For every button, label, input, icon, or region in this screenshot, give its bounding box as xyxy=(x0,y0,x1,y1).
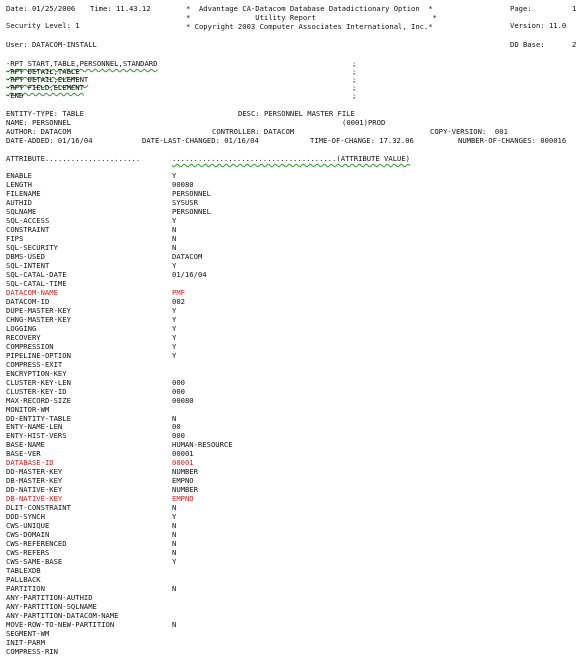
attribute-name: PIPELINE-OPTION xyxy=(6,350,71,360)
entity-type: ENTITY-TYPE: TABLE xyxy=(6,109,84,118)
attribute-value: EMPNO xyxy=(172,476,194,486)
page-label: Page: xyxy=(510,4,532,13)
attribute-name: CLUSTER-KEY-ID xyxy=(6,386,67,396)
command-terminator: ; xyxy=(352,83,357,92)
attribute-name: ENABLE xyxy=(6,171,32,180)
attribute-value: Y xyxy=(172,171,177,180)
entity-copy-version: COPY-VERSION: 001 xyxy=(430,127,508,136)
command-line: -RPT DETAIL,TABLE xyxy=(6,67,80,76)
command-terminator: ; xyxy=(352,67,357,76)
attribute-name: COMPRESS-EXIT xyxy=(6,359,63,369)
attribute-name: FIPS xyxy=(6,233,24,243)
attribute-value: 01/16/04 xyxy=(172,269,207,279)
attribute-name: CWS-DOMAIN xyxy=(6,530,50,540)
attribute-value: Y xyxy=(172,512,177,522)
entity-name: NAME: PERSONNEL xyxy=(6,118,71,127)
attribute-name: SQLNAME xyxy=(6,206,37,216)
attribute-name: COMPRESSION xyxy=(6,341,54,351)
attribute-value: Y xyxy=(172,341,177,351)
attribute-name: MONITOR-WM xyxy=(6,404,50,414)
attribute-name: PARTITION xyxy=(6,584,45,594)
attribute-value: N xyxy=(172,530,177,540)
attribute-name: DB-MASTER-KEY xyxy=(6,476,63,486)
attribute-name: ENCRYPTION-KEY xyxy=(6,368,67,378)
attribute-value: N xyxy=(172,539,177,549)
attribute-name: PALLBACK xyxy=(6,575,41,585)
attribute-name: CWS-REFERENCED xyxy=(6,539,67,549)
security-level: Security Level: 1 xyxy=(6,21,80,30)
entity-controller: CONTROLLER: DATACOM xyxy=(212,127,295,136)
attribute-name: SQL-CATAL-DATE xyxy=(6,269,67,279)
attribute-value: DATACOM xyxy=(172,251,203,261)
command-line: -RPT START,TABLE,PERSONNEL,STANDARD xyxy=(6,59,158,68)
command-terminator: ; xyxy=(352,91,357,100)
attribute-value: N xyxy=(172,242,177,252)
attribute-value: Y xyxy=(172,215,177,225)
attribute-value: 000 xyxy=(172,431,185,441)
attribute-name: CLUSTER-KEY-LEN xyxy=(6,377,71,387)
command-terminator: ; xyxy=(352,75,357,84)
attribute-name: CWS-SAME-BASE xyxy=(6,557,63,567)
entity-desc: DESC: PERSONNEL MASTER FILE xyxy=(238,109,355,118)
entity-date-last-changed: DATE-LAST-CHANGED: 01/16/04 xyxy=(142,136,259,145)
attribute-name: LOGGING xyxy=(6,323,37,333)
version: Version: 11.0 xyxy=(510,21,567,30)
attribute-name: DATACOM-NAME xyxy=(6,287,58,297)
attribute-value: N xyxy=(172,413,177,423)
attribute-name: AUTHID xyxy=(6,197,32,207)
attribute-name: SEGMENT-WM xyxy=(6,629,50,638)
attribute-value: 00001 xyxy=(172,458,194,468)
attribute-name: DATABASE-ID xyxy=(6,458,54,468)
entity-time-of-change: TIME-OF-CHANGE: 17.32.06 xyxy=(310,136,414,145)
attribute-name: ANY-PARTITION-SQLNAME xyxy=(6,602,97,611)
attribute-value: N xyxy=(172,224,177,234)
attribute-name: ANY-PARTITION-AUTHID xyxy=(6,593,93,603)
banner-line-1: * Advantage CA-Datacom Database Datadictionary Option * xyxy=(186,4,433,13)
attribute-name: LENGTH xyxy=(6,180,32,189)
attribute-header-right: ......................................(ATTRIBUTE VALUE) xyxy=(172,154,410,163)
attribute-name: ANY-PARTITION-DATACOM-NAME xyxy=(6,611,119,620)
attribute-name: FILENAME xyxy=(6,189,41,198)
attribute-name: CWS-REFERS xyxy=(6,548,50,558)
attribute-value: Y xyxy=(172,323,177,333)
attribute-name: ENTY-HIST-VERS xyxy=(6,431,67,441)
attribute-value: Y xyxy=(172,305,177,315)
banner-line-3: * Copyright 2003 Computer Associates International, Inc.* xyxy=(186,22,433,31)
report-date: Date: 01/25/2006 xyxy=(6,4,76,13)
dd-base-label: DD Base: xyxy=(510,40,545,49)
attribute-value: N xyxy=(172,584,177,594)
attribute-name: DD-MASTER-KEY xyxy=(6,467,63,477)
attribute-name: MOVE-ROW-TO-NEW-PARTITION xyxy=(6,620,115,629)
attribute-name: DD-NATIVE-KEY xyxy=(6,485,63,495)
attribute-value: 00 xyxy=(172,422,181,432)
attribute-name: DLIT-CONSTRAINT xyxy=(6,503,71,513)
attribute-name: SQL-CATAL-TIME xyxy=(6,278,67,288)
dd-base-value: 2 xyxy=(572,40,577,49)
attribute-value: NUMBER xyxy=(172,467,198,477)
attribute-value: PMF xyxy=(172,287,185,297)
entity-occurrence: (0001)PROD xyxy=(342,118,386,127)
attribute-name: DATACOM-ID xyxy=(6,296,50,306)
attribute-value: N xyxy=(172,233,177,243)
attribute-name: RECOVERY xyxy=(6,332,41,342)
attribute-name: CWS-UNIQUE xyxy=(6,521,50,531)
attribute-value: N xyxy=(172,620,177,629)
attribute-value: N xyxy=(172,548,177,558)
attribute-value: Y xyxy=(172,260,177,270)
attribute-header-left: ATTRIBUTE...................... xyxy=(6,154,141,163)
page-number: 1 xyxy=(572,4,577,13)
attribute-name: MAX-RECORD-SIZE xyxy=(6,395,71,405)
attribute-value: N xyxy=(172,503,177,513)
attribute-name: BASE-NAME xyxy=(6,440,45,450)
attribute-name: DUPE-MASTER-KEY xyxy=(6,305,71,315)
attribute-name: INIT-PARM xyxy=(6,638,45,647)
attribute-value: 00001 xyxy=(172,449,194,459)
attribute-value: 00080 xyxy=(172,395,194,405)
attribute-name: BASE-VER xyxy=(6,449,41,459)
user: User: DATACOM-INSTALL xyxy=(6,40,97,49)
command-line: -RPT DETAIL,ELEMENT xyxy=(6,75,89,84)
command-line: -END xyxy=(6,91,24,100)
attribute-name: DDD-SYNCH xyxy=(6,512,45,522)
attribute-name: SQL-INTENT xyxy=(6,260,50,270)
attribute-name: DBMS-USED xyxy=(6,251,45,261)
entity-author: AUTHOR: DATACOM xyxy=(6,127,71,136)
attribute-value: Y xyxy=(172,557,177,567)
entity-number-of-changes: NUMBER-OF-CHANGES: 000016 xyxy=(458,136,567,145)
attribute-value: 000 xyxy=(172,377,185,387)
report-time: Time: 11.43.12 xyxy=(90,4,151,13)
attribute-name: TABLEXDB xyxy=(6,566,41,576)
attribute-name: CONSTRAINT xyxy=(6,224,50,234)
attribute-value: 000 xyxy=(172,386,185,396)
attribute-value: 00080 xyxy=(172,180,194,189)
command-line: -RPT FIELD,ELEMENT xyxy=(6,83,84,92)
attribute-value: Y xyxy=(172,314,177,324)
attribute-name: CHNG-MASTER-KEY xyxy=(6,314,71,324)
attribute-value: Y xyxy=(172,350,177,360)
attribute-value: PERSONNEL xyxy=(172,206,211,216)
command-terminator: ; xyxy=(352,59,357,68)
attribute-value: NUMBER xyxy=(172,485,198,495)
attribute-value: 002 xyxy=(172,296,185,306)
attribute-name: SQL-ACCESS xyxy=(6,215,50,225)
attribute-value: SYSUSR xyxy=(172,197,198,207)
attribute-name: DD-ENTITY-TABLE xyxy=(6,413,71,423)
attribute-name: ENTY-NAME-LEN xyxy=(6,422,63,432)
attribute-value: EMPNO xyxy=(172,494,194,504)
attribute-value: HUMAN-RESOURCE xyxy=(172,440,233,450)
attribute-value: Y xyxy=(172,332,177,342)
banner-line-2: * Utility Report * xyxy=(186,13,437,22)
attribute-name: SQL-SECURITY xyxy=(6,242,58,252)
attribute-value: PERSONNEL xyxy=(172,189,211,198)
attribute-name: DB-NATIVE-KEY xyxy=(6,494,63,504)
entity-date-added: DATE-ADDED: 01/16/04 xyxy=(6,136,93,145)
attribute-value: N xyxy=(172,521,177,531)
attribute-name: COMPRESS-RIN xyxy=(6,646,58,656)
